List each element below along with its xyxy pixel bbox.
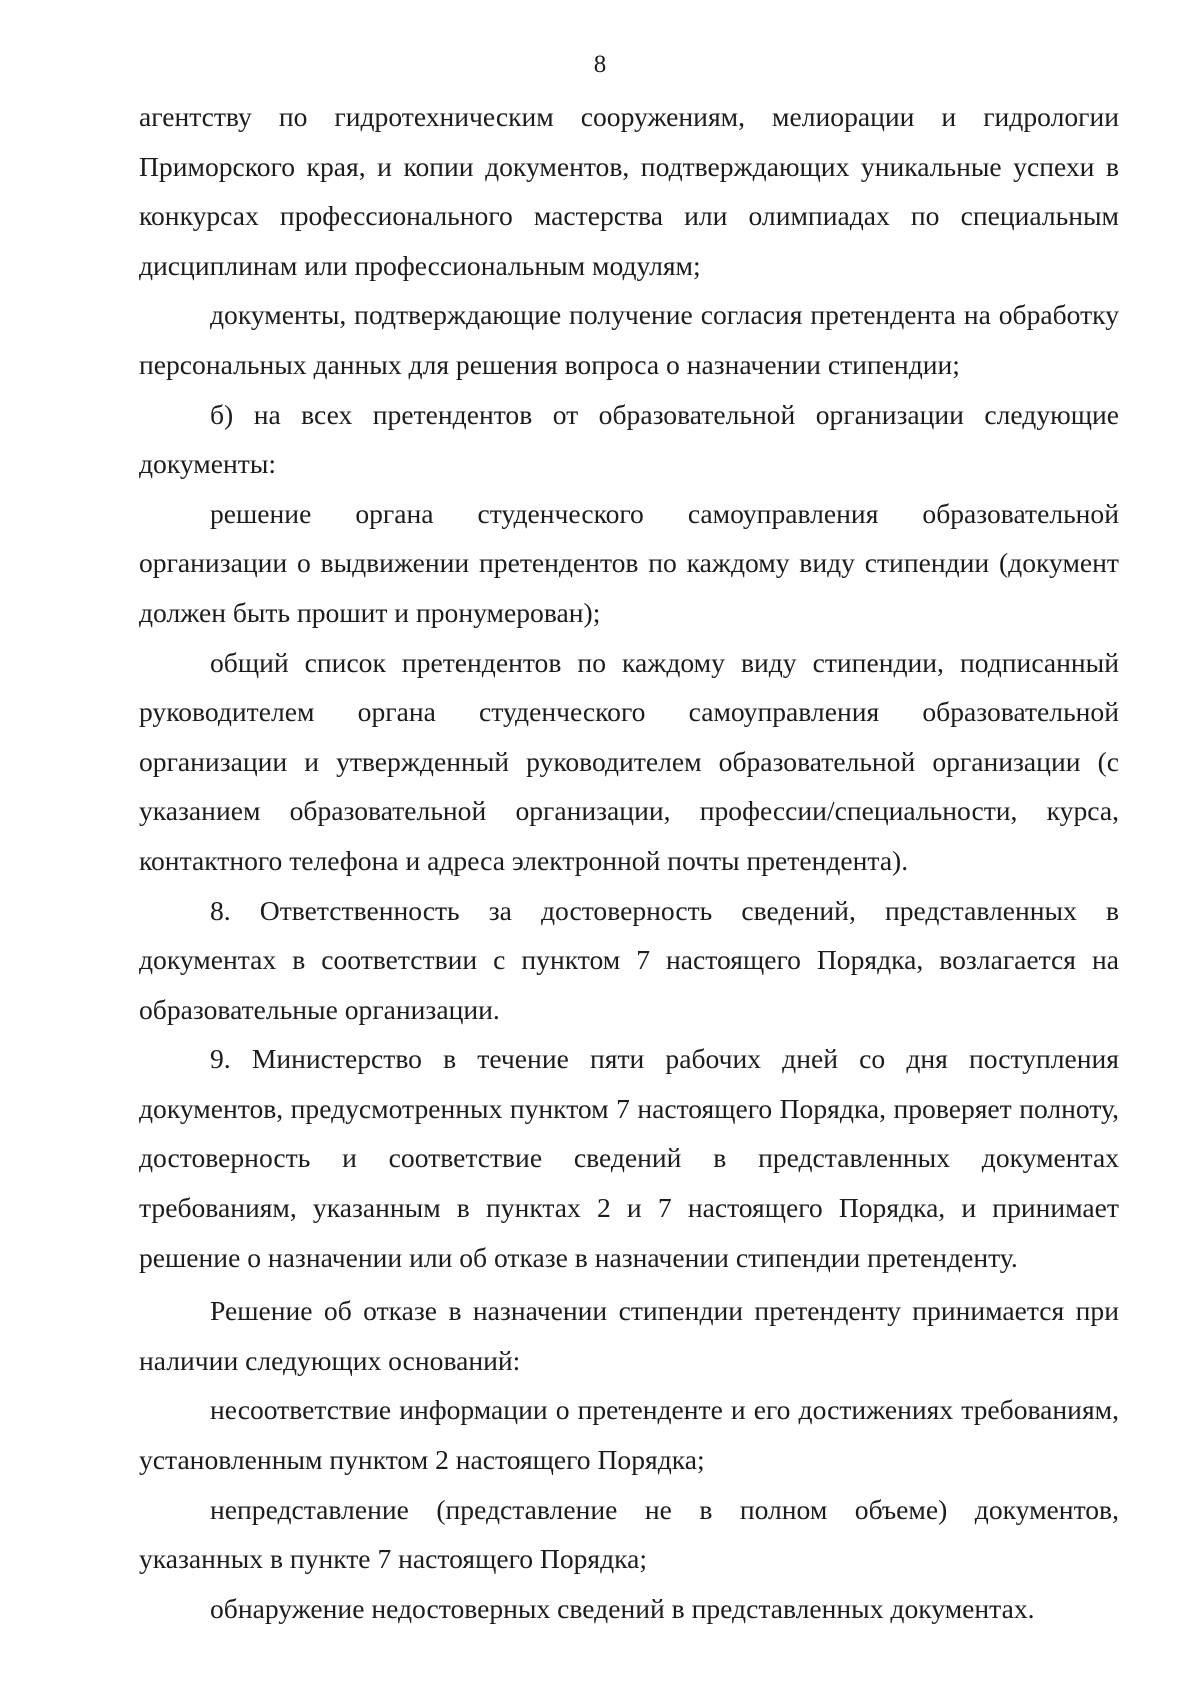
paragraph-section-9: 9. Министерство в течение пяти рабочих дней со дня поступления документов, предусмотренных пунктом 7 настоящего Порядка, проверяет полноту, достоверность и соответствие сведений в представленных документах требованиям, указанным в пунктах 2 и 7 настоящего Порядка, и принимает решение о назначении или об отказе в назначении стипендии претенденту. <box>139 1043 1119 1273</box>
page-number: 8 <box>593 51 607 78</box>
paragraph-continuation: агентству по гидротехническим сооружениям, мелиорации и гидрологии Приморского края, и копии документов, подтверждающих уникальные успехи в конкурсах профессионального мастерства или олимпиадах по специальным дисциплинам или профессиональным модулям; <box>139 101 1119 281</box>
paragraph-refusal-grounds: Решение об отказе в назначении стипендии претенденту принимается при наличии следующих оснований: <box>139 1295 1119 1376</box>
document-body <box>139 92 1119 1633</box>
paragraph-item-b: б) на всех претендентов от образовательной организации следующие документы: <box>139 398 1119 480</box>
paragraph-ground-incomplete: непредставление (представление не в полном объеме) документов, указанных в пункте 7 настоящего Порядка; <box>139 1493 1119 1575</box>
paragraph-student-council-decision: решение органа студенческого самоуправления образовательной организации о выдвижении претендентов по каждому виду стипендии (документ должен быть прошит и пронумерован); <box>139 497 1119 628</box>
paragraph-ground-mismatch: несоответствие информации о претенденте и его достижениях требованиям, установленным пунктом 2 настоящего Порядка; <box>139 1394 1119 1476</box>
paragraph-candidate-list: общий список претендентов по каждому виду стипендии, подписанный руководителем органа студенческого самоуправления образовательной организации и утвержденный руководителем образовательной организации (с указанием образовательной организации, профессии/специальности, курса, контактного телефона и адреса электронной почты претендента). <box>139 646 1119 876</box>
paragraph-ground-false-info: обнаружение недостоверных сведений в представленных документах. <box>210 1592 1035 1624</box>
paragraph-consent-documents: документы, подтверждающие получение согласия претендента на обработку персональных данных для решения вопроса о назначении стипендии; <box>139 299 1119 380</box>
paragraph-section-8: 8. Ответственность за достоверность сведений, представленных в документах в соответствии с пунктом 7 настоящего Порядка, возлагается на образовательные организации. <box>139 894 1119 1025</box>
